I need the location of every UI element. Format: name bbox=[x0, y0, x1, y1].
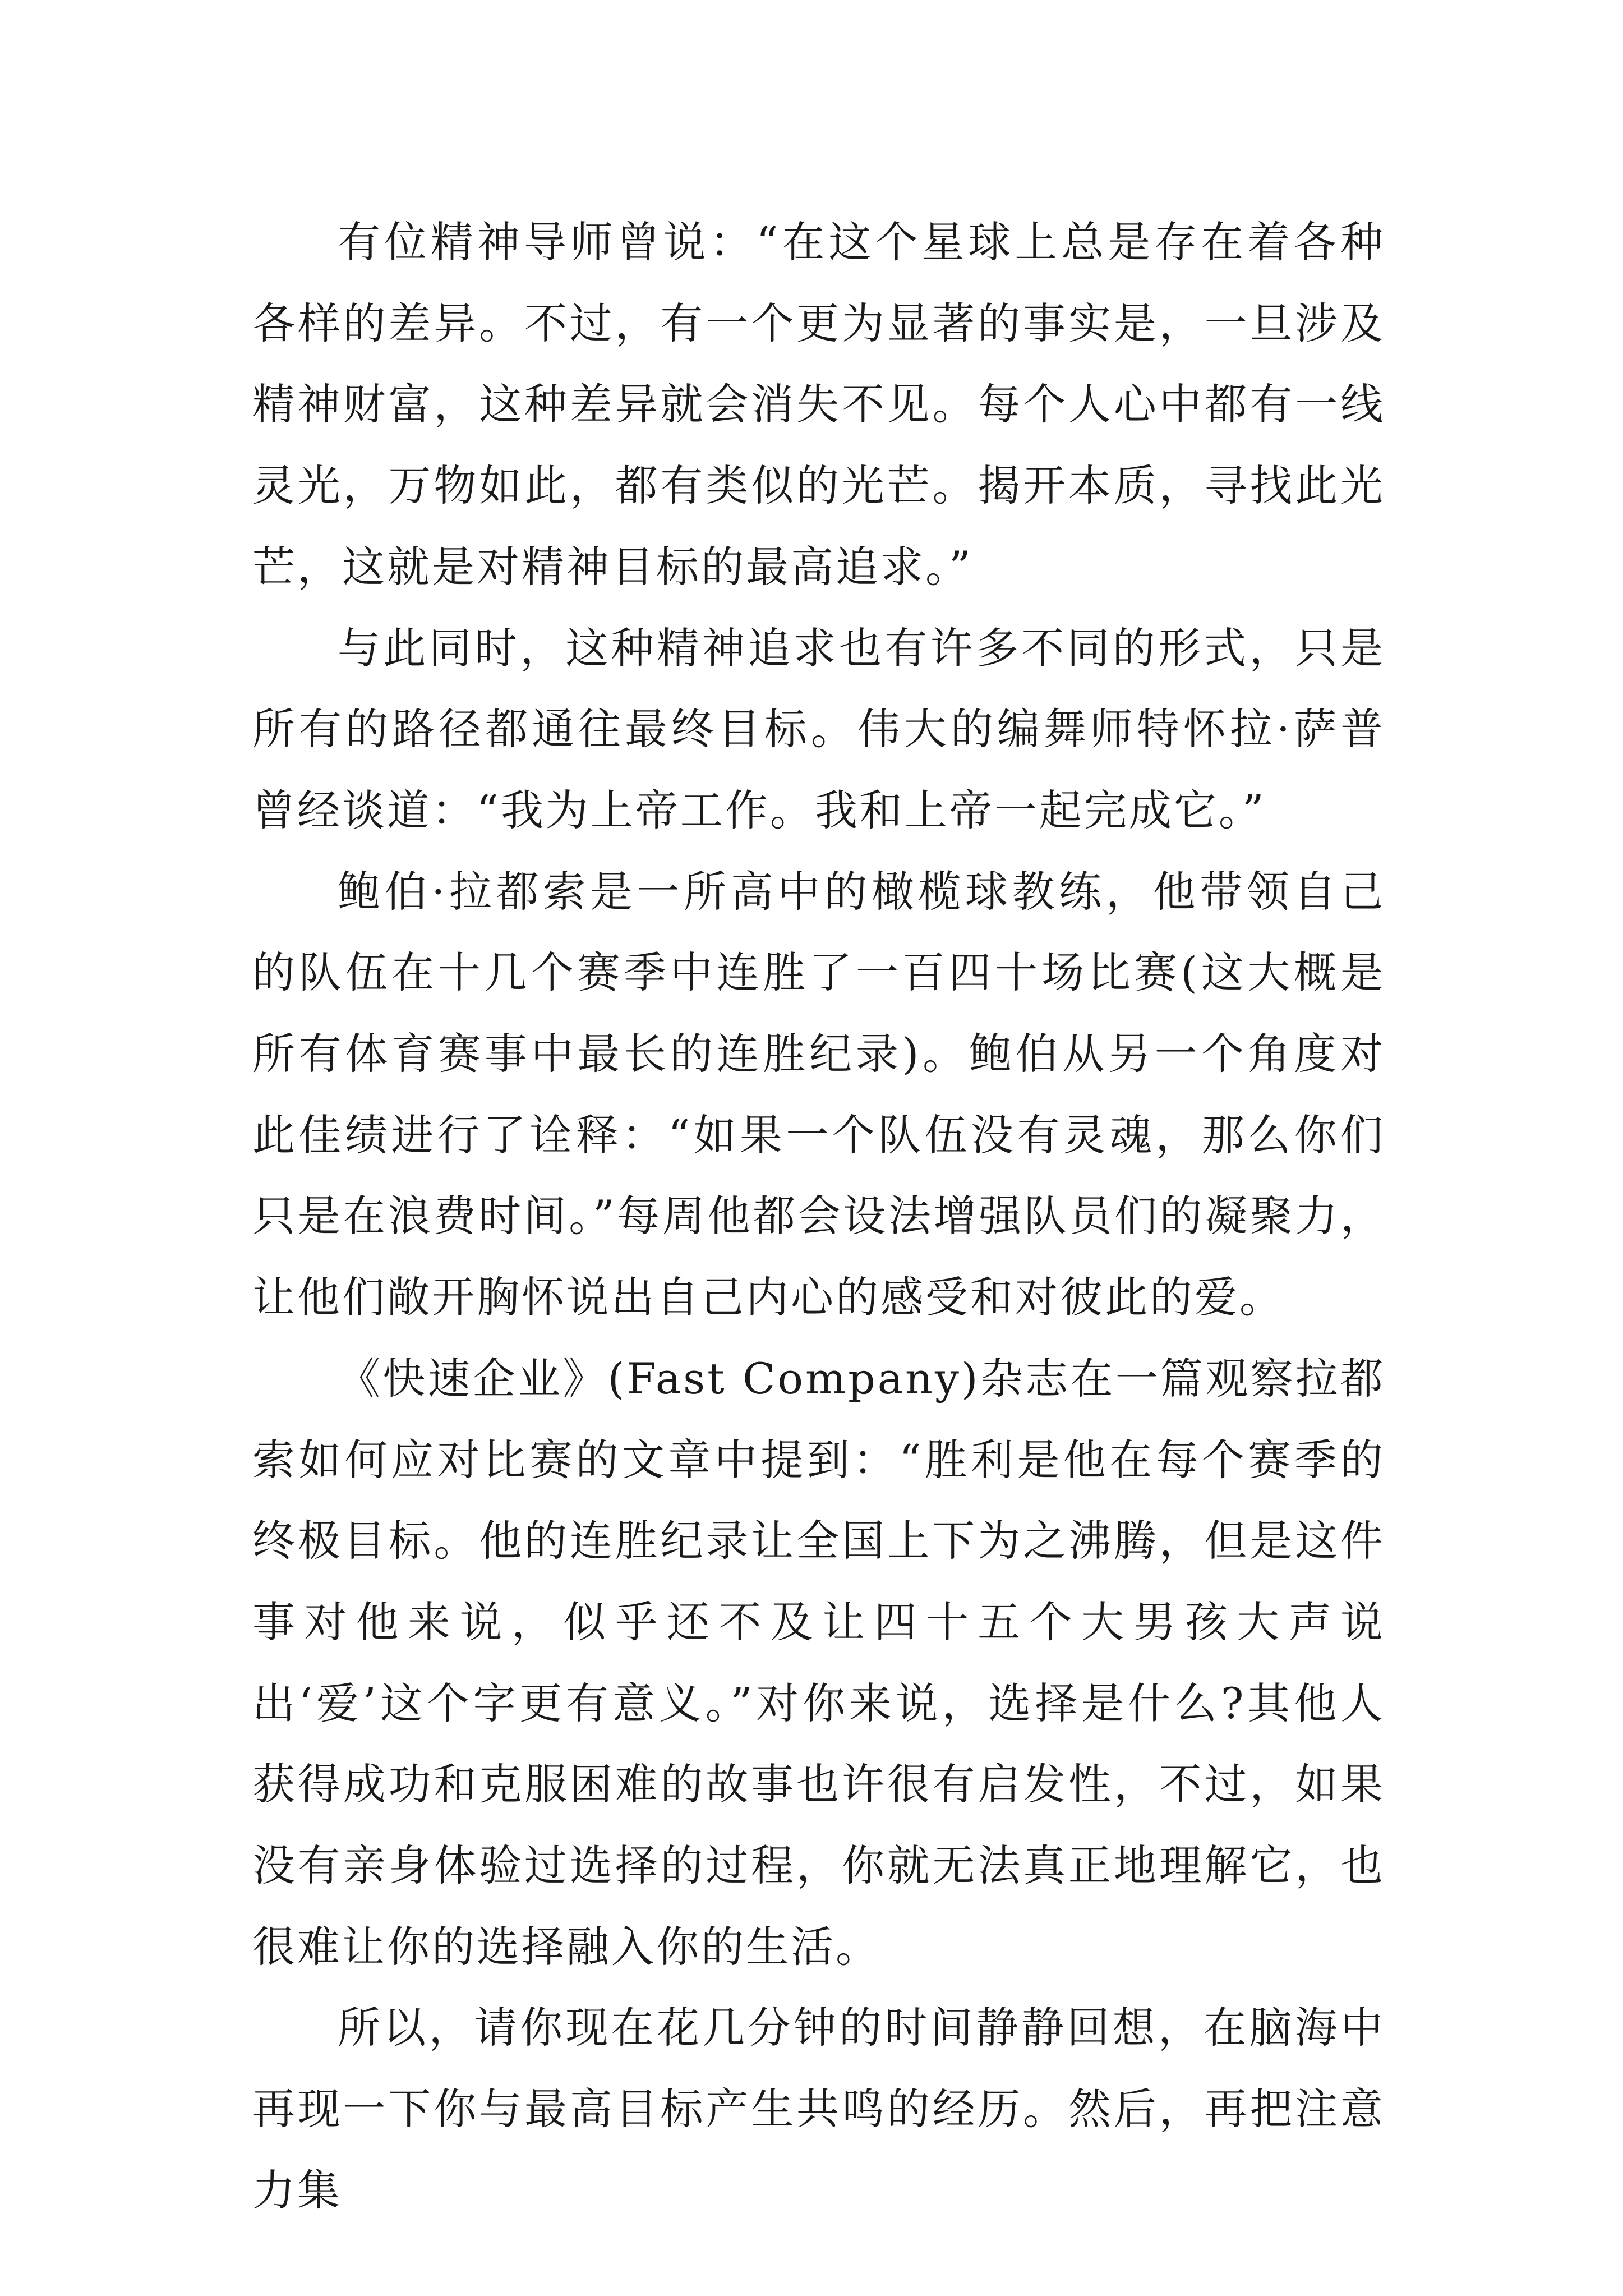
body-text bbox=[252, 202, 1385, 2231]
paragraph-5: 所以，请你现在花几分钟的时间静静回想，在脑海中再现一下你与最高目标产生共鸣的经历。然后，再把注意力集 bbox=[252, 2003, 1385, 2215]
paragraph-2: 与此同时，这种精神追求也有许多不同的形式，只是所有的路径都通往最终目标。伟大的编舞师特怀拉·萨普曾经谈道：“我为上帝工作。我和上帝一起完成它。” bbox=[252, 623, 1385, 835]
paragraph-1: 有位精神导师曾说：“在这个星球上总是存在着各种各样的差异。不过，有一个更为显著的事实是，一旦涉及精神财富，这种差异就会消失不见。每个人心中都有一线灵光，万物如此，都有类似的光芒。揭开本质，寻找此光芒，这就是对精神目标的最高追求。” bbox=[252, 217, 1385, 592]
paragraph-3: 鲍伯·拉都索是一所高中的橄榄球教练，他带领自己的队伍在十几个赛季中连胜了一百四十场比赛(这大概是所有体育赛事中最长的连胜纪录)。鲍伯从另一个角度对此佳绩进行了诠释：“如果一个队伍没有灵魂，那么你们只是在浪费时间。”每周他都会设法增强队员们的凝聚力，让他们敞开胸怀说出自己内心的感受和对彼此的爱。 bbox=[252, 866, 1385, 1323]
paragraph-4: 《快速企业》(Fast Company)杂志在一篇观察拉都索如何应对比赛的文章中提到：“胜利是他在每个赛季的终极目标。他的连胜纪录让全国上下为之沸腾，但是这件事对他来说，似乎还不及让四十五个大男孩大声说出‘爱’这个字更有意义。”对你来说，选择是什么?其他人获得成功和克服困难的故事也许很有启发性，不过，如果没有亲身体验过选择的过程，你就无法真正地理解它，也很难让你的选择融入你的生活。 bbox=[252, 1353, 1385, 1972]
